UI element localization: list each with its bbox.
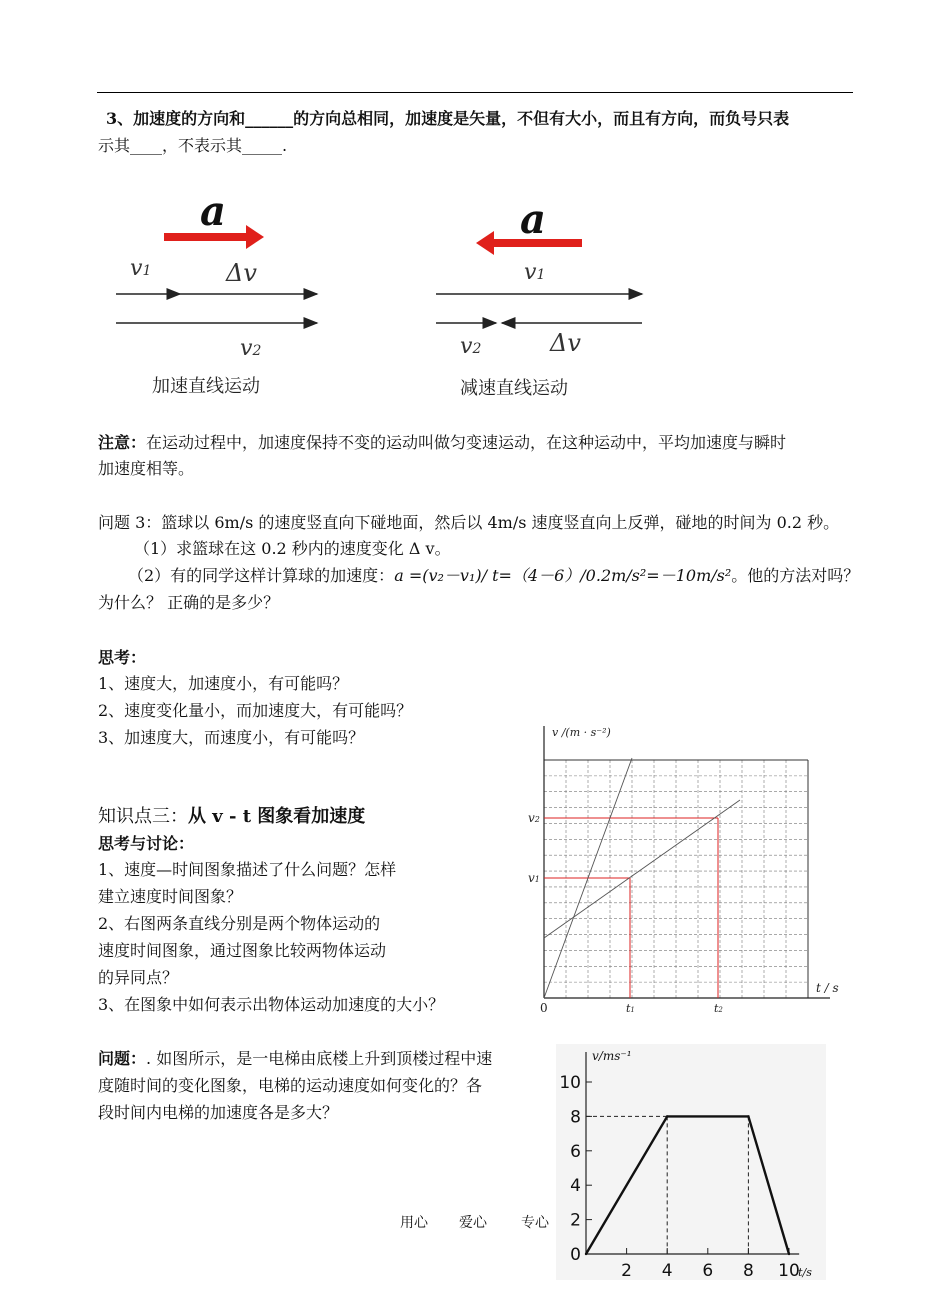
problem3-line1: 问题 3：篮球以 6m/s 的速度竖直向下碰地面，然后以 4m/s 速度竖直向上反弹，碰地的时间为 0.2 秒。 — [98, 513, 840, 532]
think-title: 思考： — [98, 648, 147, 667]
think-item-2: 2、速度变化量小，而加速度大，有可能吗？ — [98, 701, 413, 720]
footer-text-2: 爱心 — [459, 1215, 487, 1231]
kp3-line-1: 1、速度—时间图象描述了什么问题？怎样 — [98, 860, 397, 879]
dv-label-left: Δv — [226, 259, 257, 287]
elevator-x-tick-label: 4 — [661, 1261, 673, 1280]
vt-origin: 0 — [540, 1001, 548, 1015]
elevator-point — [666, 1115, 668, 1117]
kp3-heading: 知识点三：从 v - t 图象看加速度 — [98, 806, 366, 827]
elevator-ylabel: v/ms⁻¹ — [592, 1049, 632, 1063]
v2-label-left: v2 — [240, 336, 262, 361]
kp3-line-2: 建立速度时间图象？ — [98, 887, 243, 906]
vt-xlabel: t / s — [816, 981, 839, 995]
header-rule — [97, 92, 853, 93]
elevator-x-tick-label: 2 — [621, 1261, 633, 1280]
section3-line1: 3、加速度的方向和______的方向总相同，加速度是矢量，不但有大小，而且有方向，而负号只表 — [106, 109, 790, 128]
elevator-y-tick-label: 8 — [570, 1107, 581, 1128]
v1-label-left: v1 — [130, 256, 152, 281]
dv-label-right: Δv — [550, 329, 581, 357]
caption-decelerating: 减速直线运动 — [460, 378, 568, 399]
elevator-vt-chart — [556, 1044, 826, 1280]
elevator-point — [788, 1253, 790, 1255]
elevator-y-tick-label: 0 — [570, 1245, 581, 1265]
elevator-y-tick-label: 2 — [570, 1210, 581, 1231]
kp3-discuss: 思考与讨论： — [98, 834, 195, 853]
accel-symbol-left: a — [200, 188, 226, 235]
note-line1: 注意：在运动过程中，加速度保持不变的运动叫做匀变速运动，在这种运动中，平均加速度与瞬时 — [98, 433, 787, 452]
elevator-line2: 度随时间的变化图象，电梯的运动速度如何变化的？各 — [98, 1076, 483, 1095]
footer-text-1: 用心 — [400, 1215, 428, 1231]
vt-v2-label: v2 — [528, 811, 540, 825]
elevator-xlabel: t/s — [798, 1266, 812, 1279]
think-item-1: 1、速度大，加速度小，有可能吗？ — [98, 674, 349, 693]
elevator-y-tick-label: 4 — [570, 1176, 581, 1197]
elevator-point — [585, 1253, 587, 1255]
problem3-q1: （1）求篮球在这 0.2 秒内的速度变化 Δ v。 — [134, 539, 451, 558]
vt-concept-graph — [520, 720, 850, 1020]
problem3-q2: （2）有的同学这样计算球的加速度：a =(v₂－v₁)/ t=（4－6）/0.2m/s²=－10m/s²。他的方法对吗？ — [128, 566, 860, 585]
accel-symbol-right: a — [520, 196, 546, 243]
note-line2: 加速度相等。 — [98, 459, 195, 478]
elevator-x-tick-label: 8 — [742, 1261, 754, 1280]
elevator-x-tick-label: 6 — [702, 1261, 714, 1280]
elevator-y-tick-label: 6 — [570, 1141, 581, 1162]
kp3-line-5: 的异同点？ — [98, 968, 179, 987]
vt-ylabel: v /(m · s⁻²) — [552, 726, 611, 739]
v2-label-right: v2 — [460, 334, 482, 359]
kp3-line-6: 3、在图象中如何表示出物体运动加速度的大小？ — [98, 995, 445, 1014]
caption-accelerating: 加速直线运动 — [152, 376, 260, 397]
elevator-y-tick-label: 10 — [559, 1073, 581, 1093]
kp3-line-3: 2、右图两条直线分别是两个物体运动的 — [98, 914, 381, 933]
vt-v1-label: v1 — [528, 871, 540, 885]
problem3-q2-line2: 为什么？ 正确的是多少？ — [98, 593, 280, 612]
footer-text-3: 专心 — [521, 1215, 549, 1231]
section3-line2: 示其____，不表示其_____. — [98, 136, 288, 155]
vt-t2-label: t2 — [714, 1002, 723, 1015]
vt-t1-label: t1 — [626, 1002, 635, 1015]
elevator-x-tick-label: 10 — [778, 1261, 800, 1280]
vt-line-gentle — [544, 800, 740, 938]
elevator-line1: 问题：. 如图所示，是一电梯由底楼上升到顶楼过程中速 — [98, 1049, 493, 1068]
elevator-line3: 段时间内电梯的加速度各是多大？ — [98, 1103, 339, 1122]
elevator-point — [747, 1115, 749, 1117]
vt-grid — [544, 726, 830, 998]
think-item-3: 3、加速度大，而速度小，有可能吗？ — [98, 728, 365, 747]
v1-label-right: v1 — [524, 260, 546, 285]
kp3-line-4: 速度时间图象，通过图象比较两物体运动 — [98, 941, 387, 960]
